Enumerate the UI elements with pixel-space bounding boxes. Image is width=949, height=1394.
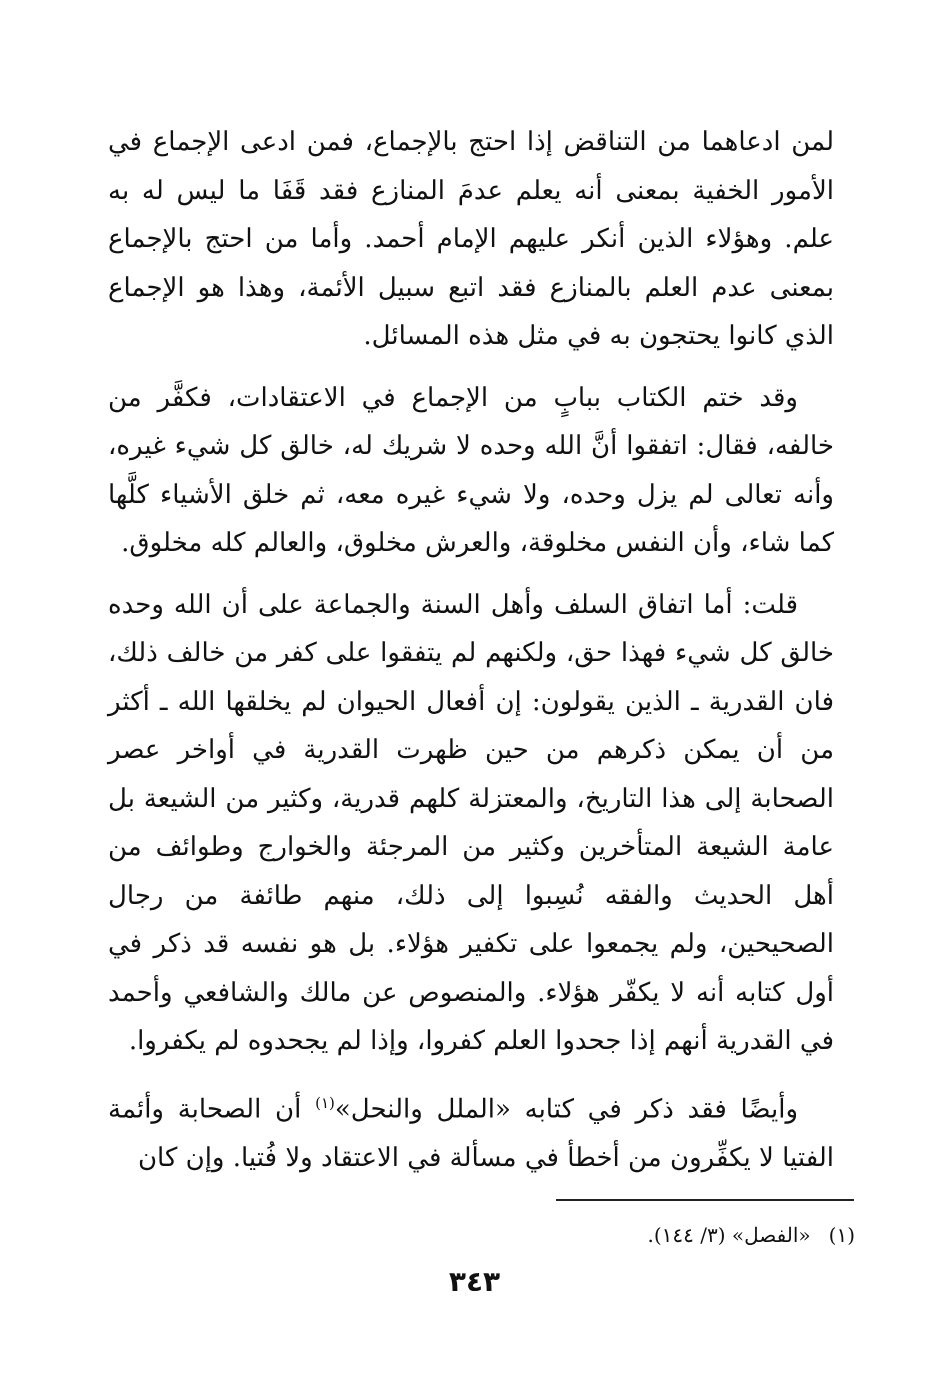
page-number: ٣٤٣ [448, 1265, 501, 1298]
paragraph-4 [108, 1079, 834, 1183]
footnote-reference: (١) [315, 1093, 335, 1112]
paragraph-2: وقد ختم الكتاب ببابٍ من الإجماع في الاعتقادات، فكفَّر من خالفه، فقال: اتفقوا أنَّ الله وحده لا شريك له، خالق كل شيء غيره، وأنه تعالى لم يزل وحده، ولا شيء غيره معه، ثم خلق الأشياء كلَّها كما شاء، وأن النفس مخلوقة، والعرش مخلوق، والعالم كله مخلوق. [108, 382, 834, 558]
footnote-text: «الفصل» (٣/ ١٤٤). [647, 1223, 811, 1247]
footnote-divider [556, 1199, 854, 1201]
paragraph-4-rest: أن الصحابة وأئمة الفتيا لا يكفِّرون من أخطأ في مسألة في الاعتقاد ولا فُتيا. وإن كان [108, 1094, 834, 1173]
footnote-number: (١) [828, 1223, 855, 1247]
paragraph-3: قلت: أما اتفاق السلف وأهل السنة والجماعة على أن الله وحده خالق كل شيء فهذا حق، ولكنهم لم يتفقوا على كفر من خالف ذلك، فان القدرية ـ الذين يقولون: إن أفعال الحيوان لم يخلقها الله ـ أكثر من أن يمكن ذكرهم من حين ظهرت القدرية في أواخر عصر الصحابة إلى هذا التاريخ، والمعتزلة كلهم قدرية، وكثير من الشيعة بل عامة الشيعة المتأخرين وكثير من المرجئة والخوارج وطوائف من أهل الحديث والفقه نُسِبوا إلى ذلك، منهم طائفة من رجال الصحيحين، ولم يجمعوا على تكفير هؤلاء. بل هو نفسه قد ذكر في أول كتابه أنه لا يكفّر هؤلاء. والمنصوص عن مالك والشافعي وأحمد في القدرية أنهم إذا جحدوا العلم كفروا، وإذا لم يجحدوه لم يكفروا. [108, 589, 834, 1056]
main-text [108, 118, 834, 1195]
footnote [155, 1220, 855, 1250]
paragraph-4-lead: وأيضًا فقد ذكر في كتابه «الملل والنحل» [334, 1094, 798, 1125]
paragraph-1: لمن ادعاهما من التناقض إذا احتج بالإجماع، فمن ادعى الإجماع في الأمور الخفية بمعنى أنه يعلم عدمَ المنازع فقد قَفَا ما ليس له به علم. وهؤلاء الذين أنكر عليهم الإمام أحمد. وأما من احتج بالإجماع بمعنى عدم العلم بالمنازع فقد اتبع سبيل الأئمة، وهذا هو الإجماع الذي كانوا يحتجون به في مثل هذه المسائل. [108, 127, 834, 351]
